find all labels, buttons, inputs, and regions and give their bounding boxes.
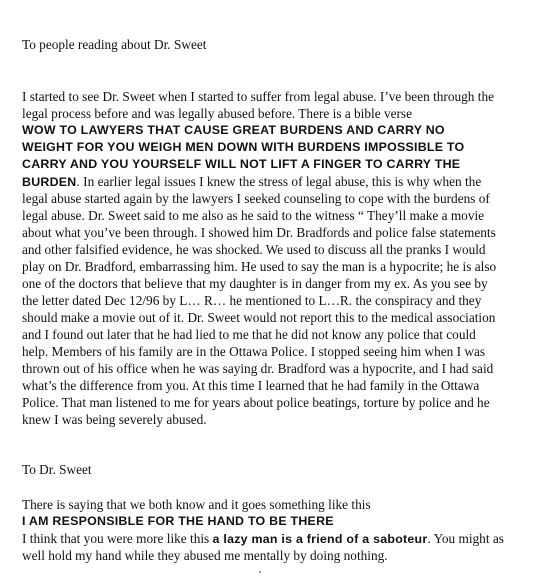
salutation: To Dr. Sweet	[22, 462, 92, 477]
text-line: about what you’ve been through. I showed him Dr. Bradfords and police false statements	[22, 225, 496, 240]
text-line	[22, 530, 504, 548]
text-line: thrown out of his office when he was saying dr. Bradford was a hypocrite, and I had said	[22, 361, 494, 376]
text-line: the letter dated Dec 12/96 by L… R… he mentioned to L…R. the conspiracy and they	[22, 293, 482, 308]
text-span: . You might as	[427, 531, 504, 546]
bible-verse-line: WOW TO LAWYERS THAT CAUSE GREAT BURDENS AND CARRY NO	[22, 123, 445, 137]
text-line: one of the doctors that believe that my daughter is in danger from my ex. As you see by	[22, 276, 488, 291]
emphasized-saying: I AM RESPONSIBLE FOR THE HAND TO BE THERE	[22, 514, 334, 528]
bible-verse-line: WEIGHT FOR YOU WEIGH MEN DOWN WITH BURDENS IMPOSSIBLE TO	[22, 140, 465, 154]
text-line: and I found out later that he had lied to me that he did not know any police that could	[22, 327, 476, 342]
text-span: . In earlier legal issues I knew the stress of legal abuse, this is why when the	[76, 174, 482, 189]
text-line: well hold my hand while they abused me mentally by doing nothing.	[22, 548, 388, 563]
bible-verse-end: BURDEN	[22, 175, 77, 189]
text-line	[22, 173, 481, 191]
text-line: should make a movie out of it. Dr. Sweet would not report this to the medical association	[22, 310, 496, 325]
bible-verse-line: CARRY AND YOU YOURSELF WILL NOT LIFT A FINGER TO CARRY THE	[22, 157, 461, 171]
text-line: what’s the difference from you. At this time I learned that he had family in the Ottawa	[22, 378, 480, 393]
text-line: legal process before and was legally abused before. There is a bible verse	[22, 106, 413, 121]
text-line: knew I was being severely abused.	[22, 412, 207, 427]
scan-speck	[259, 571, 261, 573]
text-line: help. Members of his family are in the Ottawa Police. I stopped seeing him when I was	[22, 344, 486, 359]
text-line: and other falsified evidence, he was shocked. We used to discuss all the pranks I would	[22, 242, 486, 257]
text-line: Police. That man listened to me for years about police beatings, torture by police and he	[22, 395, 490, 410]
document-header: To people reading about Dr. Sweet	[22, 37, 207, 52]
text-line: I started to see Dr. Sweet when I started to suffer from legal abuse. I’ve been through the	[22, 89, 495, 104]
text-span: I think that you were more like this	[22, 531, 213, 546]
text-line: There is saying that we both know and it goes something like this	[22, 497, 371, 512]
emphasized-saying-inline: a lazy man is a friend of a saboteur	[212, 532, 428, 546]
text-line: play on Dr. Bradford, embarrassing him. He used to say the man is a hypocrite; he is also	[22, 259, 497, 274]
text-line: legal abuse. Dr. Sweet said to me also as he said to the witness “ They’ll make a movie	[22, 208, 485, 223]
text-line: legal abuse started again by the lawyers I seeked counseling to cope with the burdens of	[22, 191, 490, 206]
